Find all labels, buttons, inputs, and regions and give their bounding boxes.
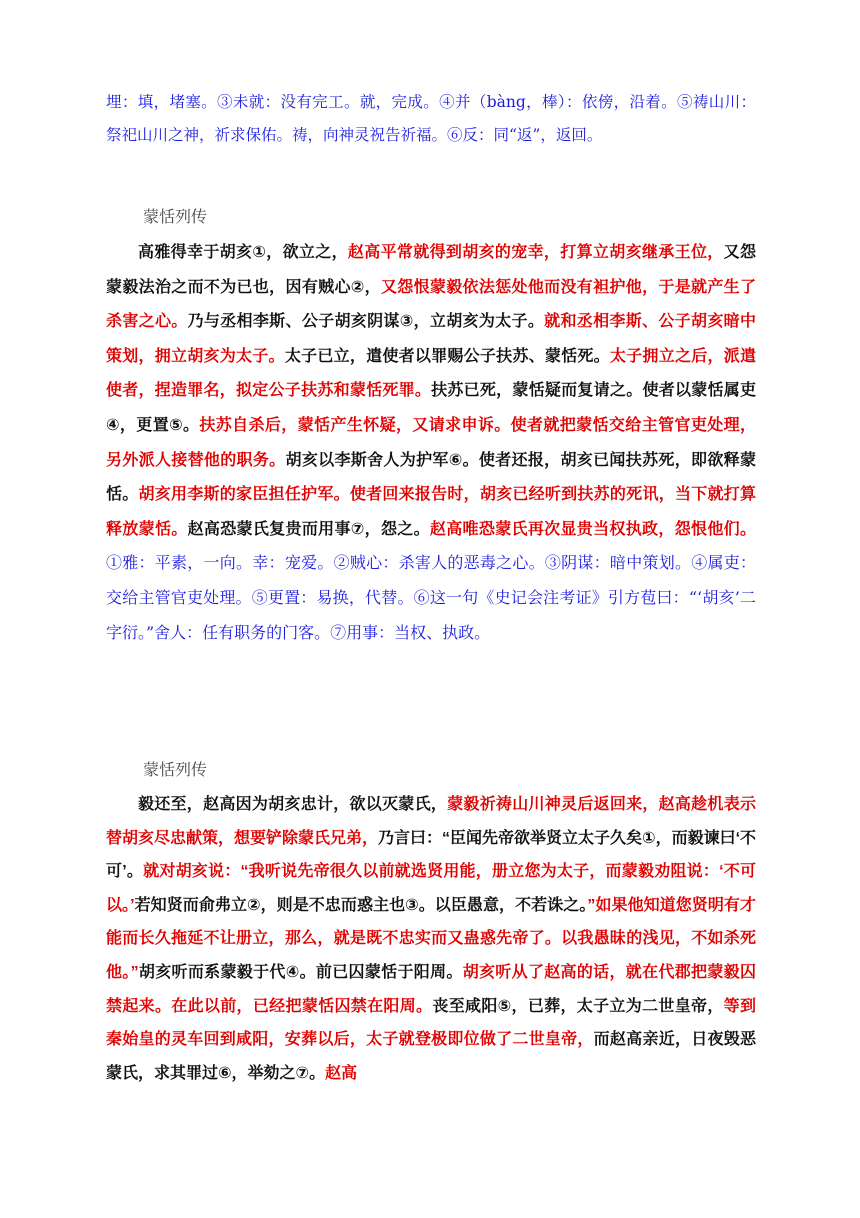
translation-text: 赵高 [325, 1064, 358, 1082]
original-text: 乃与丞相李斯、公子胡亥阴谋③，立胡亥为太子。 [187, 313, 545, 331]
original-text: 乃言曰：“臣闻先帝欲举贤立太子久矣①，而毅谏曰‘不可’。 [106, 829, 757, 881]
translation-text: 蒙毅祈祷山川神灵后返回来，赵高趁机表示替胡亥尽忠献策，想要铲除蒙氏兄弟， [106, 796, 756, 847]
translation-text: 扶苏自杀后，蒙恬产生怀疑，又请求申诉。使者就把蒙恬交给主管官吏处理，另外派人接替他的职务。 [106, 414, 756, 469]
original-text: 扶苏已死，蒙恬疑而复请之。使者以蒙恬属吏④，更置⑤。 [106, 382, 756, 434]
translation-text: 就对胡亥说：“我听说先帝很久以前就选贤用能，册立您为太子，而蒙毅劝阻说：‘不可以。’ [106, 863, 756, 914]
original-text: 赵高恐蒙氏复贵而用事⑦，怨之。 [187, 520, 430, 538]
translation-text: 等到秦始皇的灵车回到咸阳，安葬以后，太子就登极即位做了二世皇帝， [106, 997, 756, 1049]
section-heading: 蒙恬列传 [143, 760, 208, 779]
section-body [106, 235, 756, 650]
section-heading: 蒙恬列传 [143, 207, 208, 226]
translation-text: 胡亥用李斯的家臣担任护军。使者回来报告时，胡亥已经听到扶苏的死讯，当下就打算释放蒙恬。 [106, 484, 756, 538]
original-text: 胡亥以李斯舍人为护军⑥。使者还报，胡亥已闻扶苏死，即欲释蒙恬。 [106, 451, 756, 504]
translation-text: 赵高平常就得到胡亥的宠幸，打算立胡亥继承王位， [347, 242, 724, 261]
translation-text: 赵高唯恐蒙氏再次显贵当权执政，怨恨他们。 [429, 518, 756, 538]
original-text: 毅还至，赵高因为胡亥忠计，欲以灭蒙氏， [138, 796, 448, 813]
original-text: 而赵高亲近，日夜毁恶蒙氏，求其罪过⑥，举劾之⑦。 [106, 1031, 756, 1082]
original-text: 若知贤而俞弗立②，则是不忠而惑主也③。以臣愚意，不若诛之。 [134, 896, 588, 914]
top-annotation-notes: 埋：填，堵塞。③未就：没有完工。就，完成。④并（bàng，棒）：依傍，沿着。⑤祷山川：祭祀山川之神，祈求保佑。祷，向神灵祝告祈福。⑥反：同“返”，返回。 [106, 93, 756, 144]
translation-text: 又怨恨蒙毅依法惩处他而没有袒护他，于是就产生了杀害之心。 [106, 276, 756, 331]
translation-text: ”如果他知道您贤明有才能而长久拖延不让册立，那么，就是既不忠实而又蛊惑先帝了。以我愚昧的浅见，不如杀死他。” [106, 896, 756, 981]
translation-text: 胡亥听从了赵高的话，就在代郡把蒙毅囚禁起来。在此以前，已经把蒙恬囚禁在阳周。 [106, 963, 756, 1015]
section-paragraph [106, 788, 756, 1090]
original-text: 胡亥听而系蒙毅于代④。前已囚蒙恬于阳周。 [138, 963, 463, 981]
section-paragraph [106, 235, 756, 650]
original-text: 太子已立，遣使者以罪赐公子扶苏、蒙恬死。 [284, 347, 610, 365]
section-body [106, 788, 756, 1090]
annotation-text: ①雅：平素，一向。幸：宠爱。②贼心：杀害人的恶毒之心。③阴谋：暗中策划。④属吏：交给主管官吏处理。⑤更置：易换，代替。⑥这一句《史记会注考证》引方苞曰：“‘胡亥’二字衍。”舍人：任有职务的门客。⑦用事：当权、执政。 [106, 553, 756, 642]
original-text: 又怨蒙毅法治之而不为已也，因有贼心②， [106, 244, 756, 296]
original-text: 高雅得幸于胡亥①，欲立之， [138, 244, 348, 261]
translation-text: 就和丞相李斯、公子胡亥暗中策划，拥立胡亥为太子。 [106, 311, 756, 365]
translation-text: 太子拥立之后，派遣使者，捏造罪名，拟定公子扶苏和蒙恬死罪。 [106, 345, 756, 400]
original-text: 丧至咸阳⑤，已葬，太子立为二世皇帝， [432, 997, 724, 1015]
